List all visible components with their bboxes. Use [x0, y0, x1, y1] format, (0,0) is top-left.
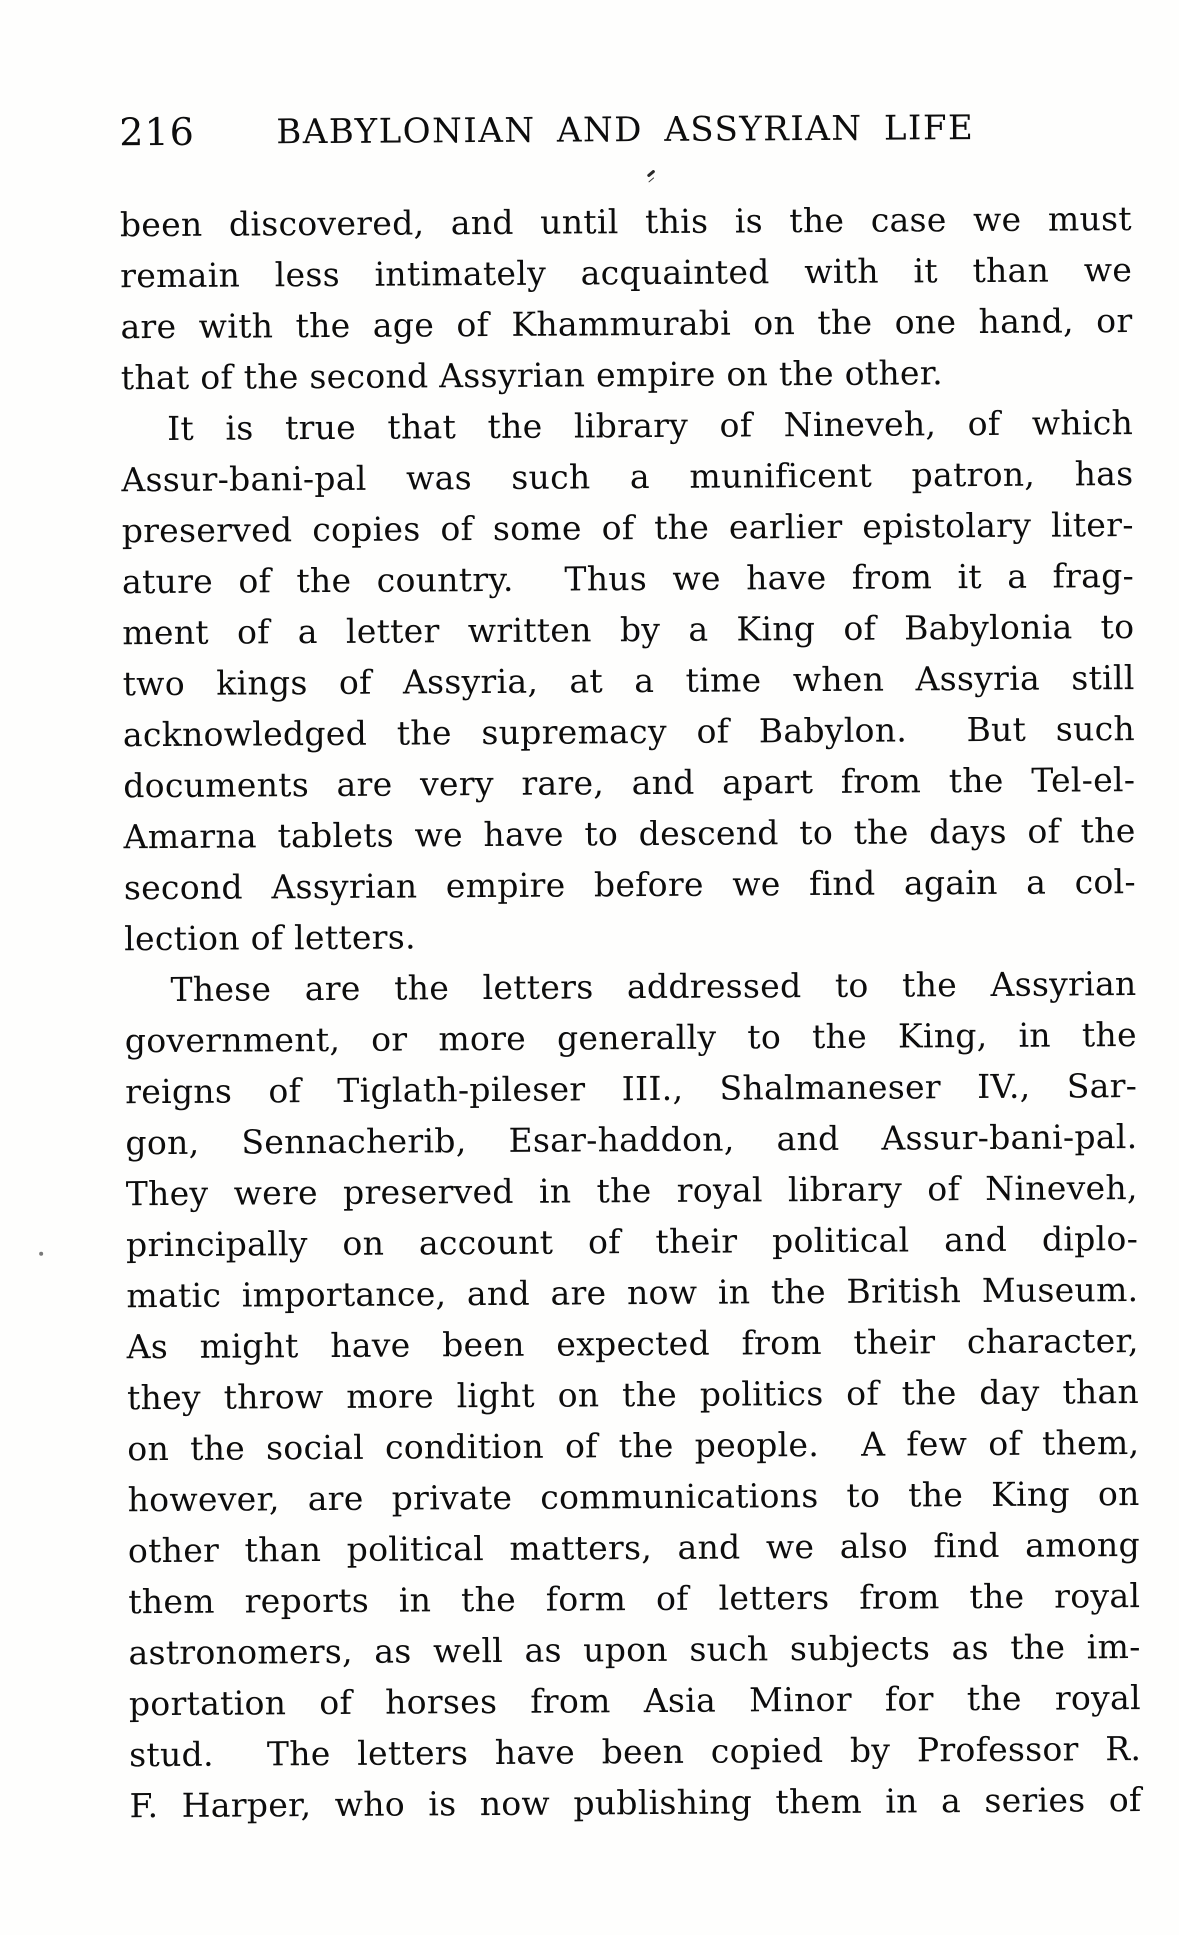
text-line: ment of a letter written by a King of Babylonia to: [122, 607, 1135, 653]
text-line: Amarna tablets we have to descend to the days of the: [123, 811, 1136, 857]
text-line: two kings of Assyria, at a time when Assyria still: [122, 658, 1135, 704]
text-line: are with the age of Khammurabi on the one hand, or: [120, 301, 1133, 347]
text-line: them reports in the form of letters from the royal: [128, 1576, 1141, 1622]
ink-artifact: [647, 169, 656, 177]
header-title: BABYLONIAN AND ASSYRIAN LIFE: [276, 108, 975, 153]
text-line: on the social condition of the people. A few of them,: [127, 1423, 1140, 1469]
text-line: astronomers, as well as upon such subjects as the im-: [128, 1627, 1141, 1673]
text-line: They were preserved in the royal library of Nineveh,: [125, 1168, 1138, 1214]
running-header: [119, 105, 1131, 153]
text-line: documents are very rare, and apart from the Tel-el-: [123, 760, 1136, 806]
text-line: reigns of Tiglath-pileser III., Shalmaneser IV., Sar-: [125, 1066, 1138, 1112]
text-line: they throw more light on the politics of the day than: [126, 1372, 1140, 1418]
page-number: 216: [119, 109, 195, 155]
text-line: lection of letters.: [124, 917, 416, 959]
text-line: however, are private communications to the King on: [127, 1474, 1140, 1520]
text-line: These are the letters addressed to the Assyrian: [170, 964, 1137, 1009]
text-line: government, or more generally to the King, in the: [124, 1015, 1137, 1061]
text-line: Assur-bani-pal was such a munificent patron, has: [121, 454, 1134, 500]
text-line: preserved copies of some of the earlier epistolary liter-: [121, 505, 1134, 551]
text-line: As might have been expected from their character,: [126, 1321, 1139, 1367]
text-line: remain less intimately acquainted with it than we: [120, 250, 1133, 296]
text-line: F. Harper, who is now publishing them in a series of: [129, 1780, 1142, 1826]
text-line: other than political matters, and we also find among: [127, 1525, 1141, 1571]
text-line: portation of horses from Asia Minor for the royal: [128, 1678, 1142, 1724]
text-line: principally on account of their political and diplo-: [125, 1219, 1139, 1265]
text-line: gon, Sennacherib, Esar-haddon, and Assur-bani-pal.: [125, 1117, 1138, 1163]
text-line: ature of the country. Thus we have from it a frag-: [121, 556, 1135, 602]
text-line: stud. The letters have been copied by Professor R.: [129, 1729, 1142, 1775]
text-line: second Assyrian empire before we find again a col-: [123, 862, 1137, 908]
scan-speck: [39, 1252, 43, 1256]
text-line: that of the second Assyrian empire on the other.: [120, 353, 944, 398]
text-line: It is true that the library of Nineveh, of which: [167, 403, 1134, 448]
text-line: acknowledged the supremacy of Babylon. But such: [122, 709, 1136, 755]
text-line: matic importance, and are now in the British Museum.: [126, 1270, 1139, 1316]
page-body: [120, 193, 1142, 1831]
text-line: been discovered, and until this is the case we must: [119, 199, 1132, 245]
